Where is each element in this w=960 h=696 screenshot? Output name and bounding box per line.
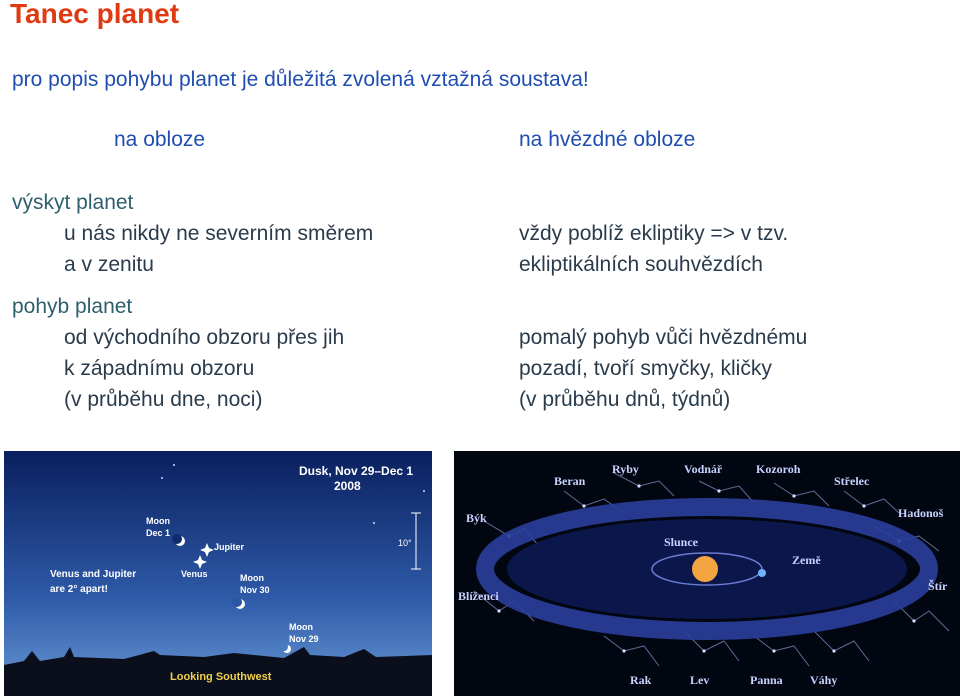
zodiac-image	[454, 451, 960, 696]
motion-line: pomalý pohyb vůči hvězdnému	[519, 326, 808, 349]
label-moon-nov30-date: Nov 30	[240, 585, 270, 595]
sky-title-1: Dusk, Nov 29–Dec 1	[299, 464, 414, 478]
right-occurrence-block	[519, 218, 788, 280]
label-moon-dec1-date: Dec 1	[146, 528, 171, 538]
label-byk: Býk	[466, 511, 487, 525]
right-motion-block	[519, 322, 807, 415]
motion-line: (v průběhu dne, noci)	[64, 388, 263, 411]
label-panna: Panna	[750, 673, 783, 687]
occurrence-line: a v zenitu	[64, 253, 154, 276]
left-motion-block	[12, 291, 344, 415]
occurrence-line: u nás nikdy ne severním směrem	[64, 222, 374, 245]
earth-icon	[758, 569, 766, 577]
motion-line: (v průběhu dnů, týdnů)	[519, 388, 731, 411]
label-hadonos: Hadonoš	[898, 506, 944, 520]
page-title: Tanec planet	[10, 0, 180, 29]
motion-title: pohyb planet	[12, 295, 133, 318]
star	[173, 464, 175, 466]
label-scale: 10°	[398, 538, 412, 548]
ecliptic-line: vždy poblíž ekliptiky => v tzv.	[519, 222, 789, 245]
label-slunce: Slunce	[664, 535, 699, 549]
occurrence-title: výskyt planet	[12, 191, 134, 214]
label-venus: Venus	[181, 569, 208, 579]
label-blizenci: Blíženci	[458, 589, 499, 603]
sun-icon	[692, 556, 718, 582]
dusk-sky-svg	[4, 451, 432, 696]
label-moon-nov29: Moon	[289, 622, 313, 632]
motion-line: od východního obzoru přes jih	[64, 326, 345, 349]
star	[373, 522, 375, 524]
star	[423, 490, 425, 492]
star	[161, 477, 163, 479]
label-beran: Beran	[554, 474, 586, 488]
right-column-header: na hvězdné obloze	[519, 128, 696, 151]
label-strelec: Střelec	[834, 474, 870, 488]
label-moon-dec1: Moon	[146, 516, 170, 526]
motion-line: pozadí, tvoří smyčky, kličky	[519, 357, 772, 380]
ecliptic-line: ekliptikálních souhvězdích	[519, 253, 763, 276]
left-column-header: na obloze	[114, 128, 206, 151]
label-moon-nov29-date: Nov 29	[289, 634, 319, 644]
label-jupiter: Jupiter	[214, 542, 245, 552]
left-occurrence-block	[12, 187, 373, 280]
label-stir: Štír	[928, 579, 948, 593]
label-kozoroh: Kozoroh	[756, 462, 801, 476]
note-line-2: are 2° apart!	[50, 584, 108, 595]
label-ryby: Ryby	[612, 462, 639, 476]
label-moon-nov30: Moon	[240, 573, 264, 583]
zodiac-svg	[454, 451, 960, 696]
motion-line: k západnímu obzoru	[64, 357, 255, 380]
sky-footer: Looking Southwest	[170, 671, 272, 683]
note-line-1: Venus and Jupiter	[50, 569, 137, 580]
intro-text: pro popis pohybu planet je důležitá zvolená vztažná soustava!	[12, 68, 589, 91]
label-rak: Rak	[630, 673, 652, 687]
dusk-sky-image	[4, 451, 432, 696]
label-vahy: Váhy	[810, 673, 838, 687]
label-lev: Lev	[690, 673, 710, 687]
label-zeme: Země	[792, 553, 821, 567]
sky-title-2: 2008	[334, 479, 361, 493]
label-vodnar: Vodnář	[684, 462, 723, 476]
